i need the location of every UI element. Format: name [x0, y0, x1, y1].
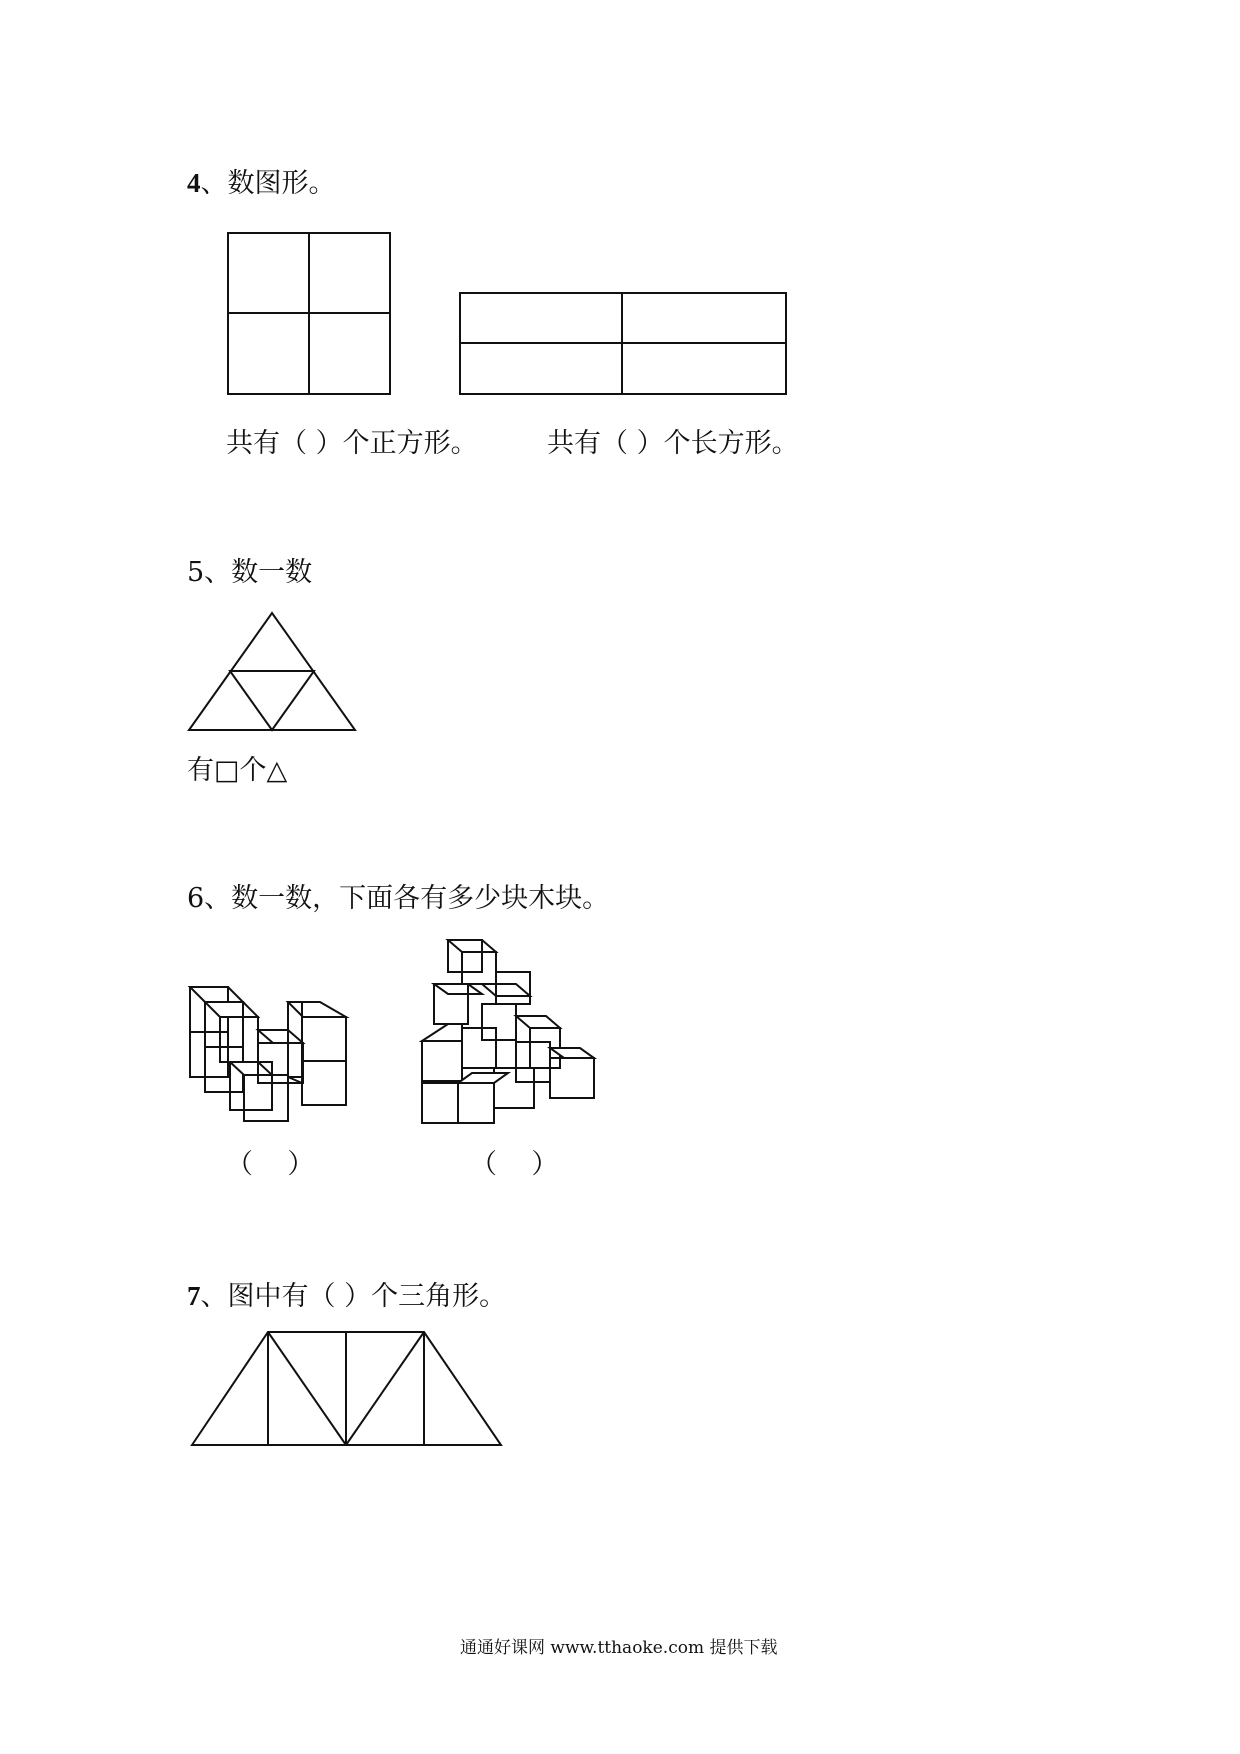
q7-diagonal-2	[346, 1332, 424, 1445]
q6-right-cube-top	[516, 1016, 560, 1028]
q6-left-cube-top	[230, 1062, 272, 1075]
q6-right-cube-face	[550, 1058, 594, 1098]
q6-right-cube-top	[422, 1024, 462, 1041]
q4-square-grid-figure	[227, 232, 391, 395]
q7-title-text: 图中有（ ）个三角形。	[227, 1281, 507, 1312]
footer-source: 通通好课网 www.tthaoke.com 提供下载	[460, 1638, 778, 1658]
q6-right-cube-top	[550, 1048, 594, 1058]
q6-right-cube-face	[462, 1028, 496, 1068]
q6-left-cube-top	[288, 1002, 346, 1017]
q6-title: 6、数一数，下面各有多少块木块。	[187, 883, 610, 914]
q6-right-cube-top	[458, 1073, 508, 1083]
q6-left-cube-face	[220, 1017, 258, 1062]
q4-separator: 、	[200, 168, 228, 199]
q6-left-cube-top	[258, 1030, 303, 1043]
q6-right-cube-face	[462, 952, 496, 984]
q6-left-cube-top	[190, 987, 243, 1002]
q7-diagonal-1	[268, 1332, 346, 1445]
q6-left-front-cube	[244, 1075, 288, 1121]
q4-title-text: 数图形。	[227, 168, 336, 199]
q4-title	[187, 166, 336, 201]
q6-right-cube-top	[448, 940, 496, 952]
q6-right-cube-face	[458, 1083, 494, 1123]
q7-number: 7	[187, 1281, 201, 1311]
q5-triangle-figure	[188, 611, 356, 732]
q6-right-cube-top	[434, 984, 482, 994]
q6-right-cube-face	[422, 1083, 458, 1123]
q7-title	[187, 1279, 506, 1314]
q6-answer-left: （ ）	[226, 1149, 315, 1180]
q6-right-cube-top	[482, 984, 530, 996]
q6-right-cube-face	[482, 1004, 516, 1040]
q5-inner-triangle	[230, 671, 314, 730]
q6-left-cube-face	[302, 1017, 346, 1061]
q4-rectangle-grid-figure	[459, 292, 787, 395]
q7-separator: 、	[200, 1281, 228, 1312]
q4-answer-right: 共有（ ）个长方形。	[547, 428, 799, 459]
q5-answer: 有□个△	[187, 755, 288, 786]
q6-block-stack-left	[188, 985, 350, 1125]
q6-right-cube-face	[422, 1041, 462, 1081]
q6-left-cube-top	[205, 1002, 258, 1017]
q5-title: 5、数一数	[187, 557, 313, 588]
q4-answer-left: 共有（ ）个正方形。	[226, 428, 478, 459]
q6-block-stack-right	[420, 938, 598, 1128]
q7-triangle-bridge-figure	[191, 1330, 503, 1447]
q4-number: 4	[187, 168, 201, 198]
q6-answer-right: （ ）	[470, 1149, 559, 1180]
q6-left-cube-face	[302, 1061, 346, 1105]
